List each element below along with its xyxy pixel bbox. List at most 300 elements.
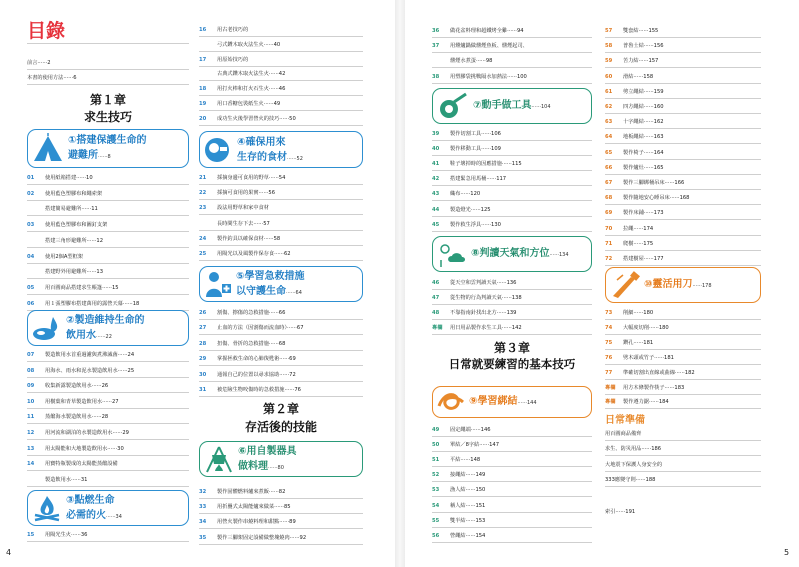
entry-number: 08 xyxy=(27,367,35,374)
entry-number: 47 xyxy=(432,295,440,302)
entry-number: 51 xyxy=(432,457,440,464)
toc-entry[interactable] xyxy=(27,414,108,421)
toc-entry[interactable] xyxy=(605,150,664,157)
toc-entry[interactable] xyxy=(199,116,296,123)
toc-entry[interactable] xyxy=(27,254,83,261)
entry-text: 漁人結······150 xyxy=(450,487,486,494)
toc-entry[interactable] xyxy=(605,340,653,347)
section-3-box[interactable] xyxy=(27,490,189,526)
entry-number: 75 xyxy=(605,339,613,346)
section-10-box[interactable] xyxy=(605,267,761,303)
toc-entry[interactable] xyxy=(432,207,491,214)
toc-entry[interactable] xyxy=(605,43,664,50)
entry-divider xyxy=(27,486,189,487)
entry-divider xyxy=(605,83,761,84)
entry-divider xyxy=(432,185,592,186)
entry-number: 55 xyxy=(432,517,440,524)
entry-divider xyxy=(605,204,761,205)
entry-number: 30 xyxy=(199,371,207,378)
toc-entry[interactable] xyxy=(27,206,98,213)
entry-number: 03 xyxy=(27,222,35,229)
toc-entry[interactable] xyxy=(432,28,524,35)
entry-divider xyxy=(27,541,189,542)
entry-number: 72 xyxy=(605,256,613,262)
toc-entry[interactable] xyxy=(605,399,669,406)
entry-text: 成功生火後學習營火的技巧······50 xyxy=(217,115,296,122)
chapter-3-label: 第３章 xyxy=(493,341,530,355)
entry-divider xyxy=(432,527,592,528)
entry-divider xyxy=(432,200,592,201)
entry-number: 專欄 xyxy=(605,384,616,391)
entry-text: 製作切割工具······106 xyxy=(450,131,501,137)
entry-divider xyxy=(605,394,761,395)
section-9-box[interactable] xyxy=(432,386,592,418)
entry-divider xyxy=(199,513,363,514)
entry-divider xyxy=(605,265,761,266)
section-page: ······144 xyxy=(517,400,537,406)
toc-entry[interactable] xyxy=(432,295,522,302)
entry-divider xyxy=(432,155,592,156)
entry-divider xyxy=(432,512,592,513)
entry-text: 削細······180 xyxy=(623,310,654,316)
entry-divider xyxy=(199,381,363,382)
toc-entry[interactable] xyxy=(605,58,658,65)
entry-number: 62 xyxy=(605,104,613,110)
toc-entry[interactable] xyxy=(199,387,301,394)
toc-entry[interactable] xyxy=(27,430,129,437)
entry-text: 用日用品製作求生工具······142 xyxy=(450,325,522,332)
section-title-line1: 判讀天氣和方位 xyxy=(479,248,550,259)
toc-entry[interactable] xyxy=(605,104,664,111)
toc-entry[interactable] xyxy=(432,533,485,540)
entry-text: 製作救生浮具······130 xyxy=(450,221,501,228)
entry-text: 普魯士結······156 xyxy=(623,43,664,50)
entry-text: 爬樹······175 xyxy=(623,240,654,247)
entry-number: 32 xyxy=(199,489,207,495)
entry-text: 製作三腳架固定設備做整塊燒肉······92 xyxy=(217,534,307,541)
entry-text: 長時間生存下去······57 xyxy=(217,220,270,227)
weather-icon xyxy=(436,240,468,268)
entry-text: 使用藍色塑膠布和圖釘支架 xyxy=(45,222,108,229)
toc-entry[interactable] xyxy=(432,146,501,153)
entry-divider xyxy=(432,83,592,84)
toc-entry[interactable] xyxy=(605,74,653,81)
toc-entry[interactable] xyxy=(432,472,485,479)
toc-entry[interactable] xyxy=(432,280,516,287)
entry-divider xyxy=(432,319,592,320)
entry-text: 用太陽能和大地製造飲用水······30 xyxy=(45,445,124,452)
entry-divider xyxy=(199,498,363,499)
toc-entry[interactable] xyxy=(199,101,280,108)
section-8-box[interactable] xyxy=(432,236,592,272)
entry-divider xyxy=(27,215,189,216)
entry-divider xyxy=(432,289,592,290)
section-number: ③ xyxy=(66,495,75,506)
entry-number: 35 xyxy=(199,534,207,541)
toc-entry[interactable] xyxy=(605,325,669,332)
toc-column-3 xyxy=(432,0,592,567)
entry-text: 鑽孔······181 xyxy=(623,339,654,346)
entry-text: 使用2個A型框架 xyxy=(45,253,83,260)
toc-entry[interactable] xyxy=(605,89,664,96)
entry-text: 稱人結······151 xyxy=(450,502,486,509)
toc-column-4 xyxy=(605,0,761,567)
entry-text: 採摘可食用的果實······56 xyxy=(217,190,275,197)
toc-entry[interactable] xyxy=(605,241,653,248)
toc-entry[interactable] xyxy=(199,57,248,64)
toc-entry[interactable] xyxy=(605,477,655,484)
entry-divider xyxy=(605,349,761,350)
entry-number: 44 xyxy=(432,206,440,213)
entry-number: 10 xyxy=(27,398,35,405)
toc-entry[interactable] xyxy=(27,285,119,292)
toc-entry[interactable] xyxy=(199,42,280,49)
toc-entry[interactable] xyxy=(432,518,485,525)
section-title-line2: 必需的火 xyxy=(66,510,106,521)
toc-entry[interactable] xyxy=(432,58,492,65)
toc-entry[interactable] xyxy=(27,399,119,406)
entry-divider xyxy=(199,80,363,81)
toc-entry[interactable] xyxy=(432,222,501,229)
entry-number: 28 xyxy=(199,340,207,347)
toc-entry[interactable] xyxy=(605,180,684,187)
section-page: ······64 xyxy=(286,290,302,296)
entry-divider xyxy=(605,219,761,220)
entry-divider xyxy=(199,199,363,200)
toc-entry[interactable] xyxy=(605,370,695,377)
toc-entry[interactable] xyxy=(27,301,139,308)
toc-entry[interactable] xyxy=(432,161,522,168)
toc-entry[interactable] xyxy=(27,75,77,82)
entry-divider xyxy=(199,260,363,261)
entry-divider xyxy=(605,98,761,99)
section-page: ······22 xyxy=(96,334,112,340)
entry-divider xyxy=(432,334,592,335)
entry-divider xyxy=(27,294,189,295)
toc-entry[interactable] xyxy=(605,446,661,453)
entry-number: 46 xyxy=(432,280,440,286)
entry-number: 61 xyxy=(605,88,613,95)
entry-number: 05 xyxy=(27,284,35,291)
entry-number: 66 xyxy=(605,164,613,171)
entry-divider xyxy=(199,365,363,366)
entry-text: 本書的使用方法······6 xyxy=(27,74,77,81)
entry-text: 十字繩結······162 xyxy=(623,119,664,126)
toc-entry[interactable] xyxy=(199,372,296,379)
entry-text: 用營火製作串燒料理和甜點······89 xyxy=(217,519,296,526)
section-6-box[interactable] xyxy=(199,441,363,477)
entry-number: 07 xyxy=(27,352,35,358)
entry-number: 04 xyxy=(27,253,35,260)
entry-number: 50 xyxy=(432,442,440,449)
section-2-box[interactable] xyxy=(27,310,189,346)
toc-entry[interactable] xyxy=(27,60,51,67)
section-page: ······104 xyxy=(531,104,551,110)
toc-entry[interactable] xyxy=(199,221,270,228)
entry-number: 39 xyxy=(432,131,440,137)
section-title-line2: 避難所 xyxy=(68,150,98,161)
entry-text: 用方木條製作筷子······183 xyxy=(623,384,685,391)
entry-text: 營繩結······154 xyxy=(450,532,486,539)
section-title-line1: 學習綁結 xyxy=(477,396,518,407)
entry-number: 57 xyxy=(605,28,613,34)
entry-text: 用陽光生火······36 xyxy=(45,532,88,538)
toc-entry[interactable] xyxy=(199,71,285,78)
section-title-line1: 用自製器具 xyxy=(246,446,297,457)
entry-text: 製作床鋪······173 xyxy=(623,210,664,217)
entry-divider xyxy=(199,66,363,67)
toc-entry[interactable] xyxy=(432,43,528,50)
toc-entry[interactable] xyxy=(27,383,108,390)
entry-number: 19 xyxy=(199,101,207,107)
toc-entry[interactable] xyxy=(27,269,103,276)
entry-text: 被危險生物咬傷時的急救措施······76 xyxy=(217,387,301,393)
entry-number: 48 xyxy=(432,310,440,317)
first-aid-icon xyxy=(203,270,233,298)
toc-entry[interactable] xyxy=(199,251,291,258)
toc-entry[interactable] xyxy=(605,119,664,126)
entry-divider xyxy=(199,350,363,351)
toc-entry[interactable] xyxy=(432,487,485,494)
entry-divider xyxy=(199,125,363,126)
entry-text: 用百圓商品搭建求生帳篷······15 xyxy=(45,284,119,291)
entry-divider xyxy=(27,69,189,70)
toc-entry[interactable] xyxy=(432,427,491,434)
entry-number: 專欄 xyxy=(605,399,616,406)
toc-entry[interactable] xyxy=(199,205,269,212)
entry-number: 77 xyxy=(605,369,613,376)
entry-divider xyxy=(605,379,761,380)
toc-entry[interactable] xyxy=(432,442,499,449)
entry-number: 23 xyxy=(199,205,207,212)
toc-entry[interactable] xyxy=(605,134,664,141)
entry-text: 333應變守則······188 xyxy=(605,477,656,484)
chapter-2-label: 第２章 xyxy=(262,402,299,416)
toc-column-1 xyxy=(27,0,189,567)
daily-prep-heading: 日常準備 xyxy=(605,415,645,426)
entry-text: 收集新露製造飲用水······26 xyxy=(45,383,109,390)
entry-number: 63 xyxy=(605,119,613,126)
toc-entry[interactable] xyxy=(605,165,664,172)
entry-text: 搭建野外用避難所······13 xyxy=(45,269,103,276)
toc-entry[interactable] xyxy=(432,131,501,138)
entry-divider xyxy=(27,439,189,440)
entry-divider xyxy=(27,278,189,279)
entry-divider xyxy=(199,110,363,111)
entry-divider xyxy=(432,52,592,53)
entry-text: 扭傷、骨折的急救措施······68 xyxy=(217,340,286,347)
toc-entry[interactable] xyxy=(27,222,107,229)
toc-entry[interactable] xyxy=(605,462,662,469)
toc-entry[interactable] xyxy=(27,461,118,468)
entry-number: 49 xyxy=(432,427,440,433)
toc-entry[interactable] xyxy=(605,385,684,392)
entry-divider xyxy=(605,189,761,190)
entry-text: 四方繩結······160 xyxy=(623,104,664,110)
tent-icon xyxy=(31,133,65,163)
entry-divider xyxy=(199,214,363,215)
entry-text: 搭建緊急用馬桶······117 xyxy=(450,176,507,183)
entry-divider xyxy=(432,170,592,171)
knife-icon xyxy=(609,271,641,299)
entry-number: 76 xyxy=(605,354,613,361)
entry-divider xyxy=(199,95,363,96)
entry-text: 使用紙箱搭建······10 xyxy=(45,175,93,181)
entry-number: 58 xyxy=(605,43,613,50)
toc-entry[interactable] xyxy=(27,532,87,539)
toc-entry[interactable] xyxy=(199,236,280,243)
toc-entry[interactable] xyxy=(605,28,658,35)
entry-text: 大幅度切削······180 xyxy=(623,324,669,331)
toc-entry[interactable] xyxy=(199,190,275,197)
entry-divider xyxy=(432,542,592,543)
toc-entry[interactable] xyxy=(199,535,306,542)
entry-text: 弓式鑽木取火法生火······40 xyxy=(217,41,281,48)
entry-number: 34 xyxy=(199,519,207,526)
entry-text: 織布······120 xyxy=(450,191,481,198)
entry-number: 13 xyxy=(27,445,35,452)
entry-divider xyxy=(432,231,592,232)
toc-entry[interactable] xyxy=(199,341,285,348)
toc-entry[interactable] xyxy=(199,310,285,317)
chapter-3-title: 日常就要練習的基本技巧 xyxy=(448,357,576,371)
entry-divider xyxy=(27,200,189,201)
toc-entry[interactable] xyxy=(199,27,248,34)
toc-entry[interactable] xyxy=(605,355,674,362)
entry-text: 劈木頭或竹子······181 xyxy=(623,354,674,361)
entry-number: 45 xyxy=(432,221,440,228)
section-title-line1: 製造維持生命的 xyxy=(74,315,145,326)
entry-text: 古典式鑽木取火法生火······42 xyxy=(217,71,286,78)
toc-entry[interactable] xyxy=(199,519,296,526)
entry-divider xyxy=(432,451,592,452)
entry-divider xyxy=(605,143,761,144)
toc-entry[interactable] xyxy=(605,256,664,263)
entry-divider xyxy=(432,496,592,497)
entry-text: 通報自己的位置以尋求協助······72 xyxy=(217,371,296,378)
section-1-box[interactable] xyxy=(27,129,189,168)
toc-entry[interactable] xyxy=(199,356,296,363)
toc-entry[interactable] xyxy=(605,310,653,317)
toc-entry[interactable] xyxy=(432,191,480,198)
entry-divider xyxy=(432,481,592,482)
entry-text: 設法用野草和家中食材 xyxy=(217,205,269,212)
entry-divider xyxy=(27,455,189,456)
toc-entry[interactable] xyxy=(605,226,653,233)
section-5-box[interactable] xyxy=(199,266,363,302)
entry-text: 燻煙水煮蛋······98 xyxy=(450,58,493,65)
entry-text: 用寶特瓶製成的太陽能蒸餾設備 xyxy=(45,461,118,468)
toc-entry[interactable] xyxy=(432,457,480,464)
entry-number: 20 xyxy=(199,115,207,122)
entry-divider xyxy=(199,51,363,52)
toc-entry[interactable] xyxy=(199,175,285,182)
entry-divider xyxy=(199,396,363,397)
entry-text: 用陽光以及風製作保存食······62 xyxy=(217,251,291,257)
entry-divider xyxy=(27,263,189,264)
toc-entry[interactable] xyxy=(605,210,664,217)
section-title-line1: 點燃生命 xyxy=(74,495,115,506)
section-title-line1: 搭建保護生命的 xyxy=(76,135,147,146)
entry-number: 38 xyxy=(432,73,440,80)
chapter-1-title: 求生技巧 xyxy=(83,110,132,124)
toc-entry[interactable] xyxy=(27,368,134,375)
toc-entry[interactable] xyxy=(27,446,124,453)
toc-entry[interactable] xyxy=(27,191,102,198)
toc-entry[interactable] xyxy=(27,175,93,182)
entry-text: 固定繩端······146 xyxy=(450,427,491,433)
toc-entry[interactable] xyxy=(199,489,285,496)
entry-text: 製造飲用水首重過濾與煮沸滅菌······24 xyxy=(45,352,135,358)
toc-entry[interactable] xyxy=(199,86,285,93)
entry-number: 71 xyxy=(605,240,613,247)
toc-entry[interactable] xyxy=(199,504,291,511)
entry-text: 用河流和湖泊的水製造飲用水······29 xyxy=(45,430,129,436)
entry-number: 22 xyxy=(199,190,207,197)
toc-entry[interactable] xyxy=(432,503,485,510)
section-page: ······80 xyxy=(268,465,284,471)
entry-text: 搭建樹屋······177 xyxy=(623,256,664,262)
section-page: ······134 xyxy=(549,252,569,258)
entry-divider xyxy=(605,128,761,129)
entry-divider xyxy=(27,470,189,471)
section-7-box[interactable] xyxy=(432,88,592,124)
entry-number: 42 xyxy=(432,176,440,183)
section-page: ······52 xyxy=(287,156,303,162)
toc-entry[interactable] xyxy=(605,431,641,438)
entry-divider xyxy=(605,334,761,335)
entry-text: 前言······2 xyxy=(27,60,51,66)
toc-entry[interactable] xyxy=(432,176,506,183)
entry-number: 18 xyxy=(199,86,207,93)
entry-text: 製作釣具以確保食材······58 xyxy=(217,235,281,242)
toc-entry[interactable] xyxy=(199,325,304,332)
water-drop-icon xyxy=(31,314,63,342)
entry-divider xyxy=(605,364,761,365)
section-title-line1: 確保用來 xyxy=(245,137,286,148)
entry-divider xyxy=(605,174,761,175)
section-number: ⑩ xyxy=(644,279,653,290)
toc-entry[interactable] xyxy=(27,477,87,484)
section-number: ② xyxy=(66,315,75,326)
toc-entry[interactable] xyxy=(27,238,103,245)
toc-entry[interactable] xyxy=(432,74,527,81)
entry-number: 33 xyxy=(199,504,207,511)
entry-text: 用原始技巧的 xyxy=(217,56,249,63)
entry-text: 不靠指南針找出北方······139 xyxy=(450,310,517,317)
person-eating-icon xyxy=(203,135,233,165)
section-4-box[interactable] xyxy=(199,131,363,168)
entry-number: 17 xyxy=(199,56,207,63)
chapter-1-label: 第１章 xyxy=(89,93,126,107)
section-title-line2: 生存的食材 xyxy=(237,152,287,163)
entry-divider xyxy=(605,455,761,456)
index-entry[interactable]: 索引······191 xyxy=(605,509,636,515)
toc-entry[interactable] xyxy=(605,195,689,202)
entry-text: 製作隨地安心睡吊床······168 xyxy=(623,195,690,202)
entry-number: 25 xyxy=(199,251,207,257)
entry-text: 使用藍色塑膠布和繩索架 xyxy=(45,190,103,197)
toc-entry[interactable] xyxy=(432,325,522,332)
entry-divider xyxy=(199,334,363,335)
toc-entry[interactable] xyxy=(432,310,516,317)
toc-entry[interactable] xyxy=(27,352,134,359)
entry-number: 11 xyxy=(27,414,35,421)
entry-text: 蒸餾海水製造飲用水······28 xyxy=(45,414,109,421)
entry-number: 31 xyxy=(199,387,207,393)
entry-number: 59 xyxy=(605,58,613,65)
entry-number: 24 xyxy=(199,235,207,242)
